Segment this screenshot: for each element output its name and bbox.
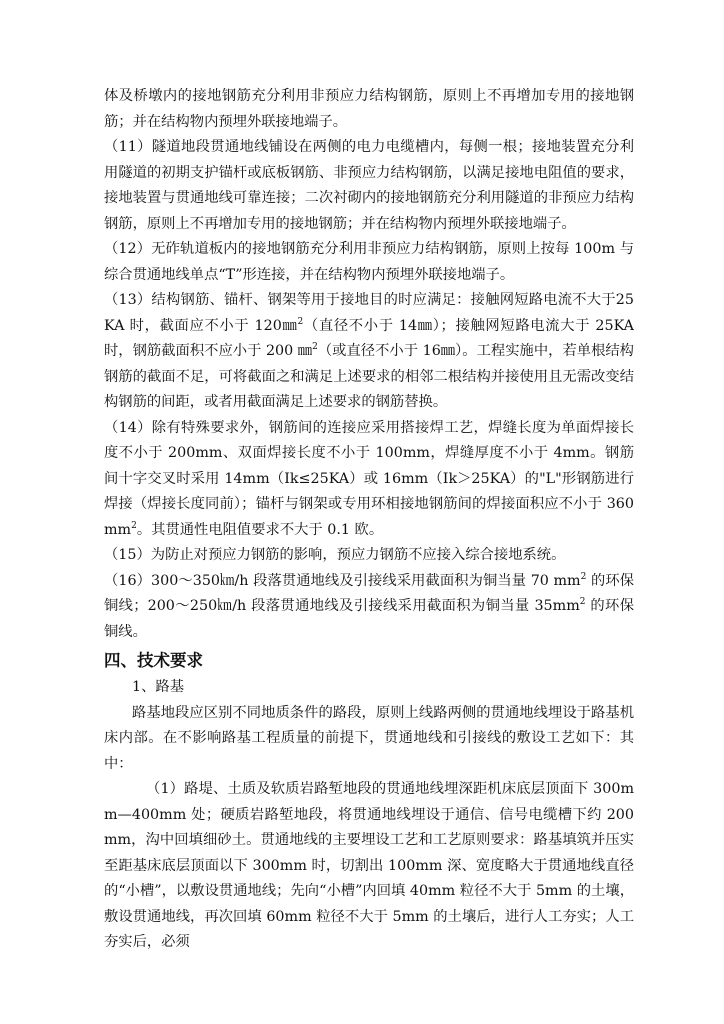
paragraph-intro: 路基地段应区别不同地质条件的路段，原则上线路两侧的贯通地线埋设于路基机床内部。在不影响路基工程质量的前提下，贯通地线和引接线的敷设工艺如下：其中： — [104, 704, 634, 772]
superscript-2: 2 — [131, 520, 137, 531]
superscript-2: 2 — [579, 597, 586, 608]
item-13-text-a: （13）结构钢筋、锚杆、钢架等用于接地目的时应满足：接触网短路电流不大于25KA 时，截面应不小于 120㎜ — [104, 292, 634, 334]
item-16-text-a: （16）300～350㎞/h 段落贯通地线及引接线采用截面积为铜当量 70 mm — [104, 572, 581, 589]
item-13-text-c: （或直径不小于 16㎜）。工程实施中，若单根结构钢筋的截面不足，可将截面之和满足上述要求的相邻二根结构并接使用且无需改变结构钢筋的间距，或者用截面满足上述要求的钢筋替换。 — [104, 343, 634, 410]
paragraph-item-12: （12）无砟轨道板内的接地钢筋充分利用非预应力结构钢筋，原则上按每 100m 与综合贯通地线单点“T”形连接，并在结构物内预埋外联接地端子。 — [104, 241, 634, 283]
paragraph-item-14 — [104, 416, 634, 544]
item-16-text-b: 的环保铜线；200～250㎞/h 段落贯通地线及引接线采用截面积为铜当量 35mm — [104, 572, 635, 614]
paragraph-item-11: （11）隧道地段贯通地线铺设在两侧的电力电缆槽内，每侧一根；接地装置充分利用隧道的初期支护锚杆或底板钢筋、非预应力结构钢筋，以满足接地电阻值的要求，接地装置与贯通地线可靠连接；二次衬砌内的接地钢筋充分利用隧道的非预应力结构钢筋，原则上不再增加专用的接地钢筋；并在结构物内预埋外联接地端子。 — [104, 139, 634, 232]
superscript-2: 2 — [297, 316, 304, 327]
paragraph-subitem-1: （1）路堤、土质及软质岩路堑地段的贯通地线埋深距机床底层顶面下 300mm—400mm 处；硬质岩路堑地段，将贯通地线埋设于通信、信号电缆槽下约 200mm，沟中回填细砂土。贯通地线的主要埋设工艺和工艺原则要求：路基填筑并压实至距基床底层顶面以下 300mm 时，切割出 100mm 深、宽度略大于贯通地线直径的“小槽”，以敷设贯通地线；先向“小槽”内回填 40mm 粒径不大于 5mm 的土壤，敷设贯通地线，再次回填 60mm 粒径不大于 5mm 的土壤后，进行人工夯实；人工夯实后，必须 — [104, 781, 634, 950]
document-page — [104, 84, 634, 956]
paragraph-item-13 — [104, 288, 634, 416]
subsection-title: 1、路基 — [132, 679, 184, 695]
item-16-text-c: 的环保铜线。 — [104, 598, 635, 640]
superscript-2: 2 — [580, 571, 587, 582]
paragraph-continued: 体及桥墩内的接地钢筋充分利用非预应力结构钢筋，原则上不再增加专用的接地钢筋；并在结构物内预埋外联接地端子。 — [104, 88, 634, 130]
section-heading: 四、技术要求 — [104, 651, 203, 670]
item-14-text-b: 。其贯通性电阻值要求不大于 0.1 欧。 — [136, 521, 384, 538]
item-14-text-a: （14）除有特殊要求外，钢筋间的连接应采用搭接焊工艺，焊缝长度为单面焊接长度不小于 200mm、双面焊接长度不小于 100mm，焊缝厚度不小于 4mm。钢筋间十字交叉时采用 14mm（Ik≤25KA）或 16mm（Ik＞25KA）的"L"形钢筋进行焊接（焊接长度同前）；锚杆与钢架或专用环相接地钢筋间的焊接面积应不小于 360mm — [104, 419, 634, 538]
item-13-text-b: （直径不小于 14㎜）；接触网短路电流大于 25KA 时，钢筋截面积不应小于 200 ㎜ — [104, 317, 634, 359]
paragraph-item-15: （15）为防止对预应力钢筋的影响，预应力钢筋不应接入综合接地系统。 — [104, 547, 566, 563]
superscript-2: 2 — [312, 342, 318, 353]
paragraph-item-16 — [104, 569, 634, 646]
